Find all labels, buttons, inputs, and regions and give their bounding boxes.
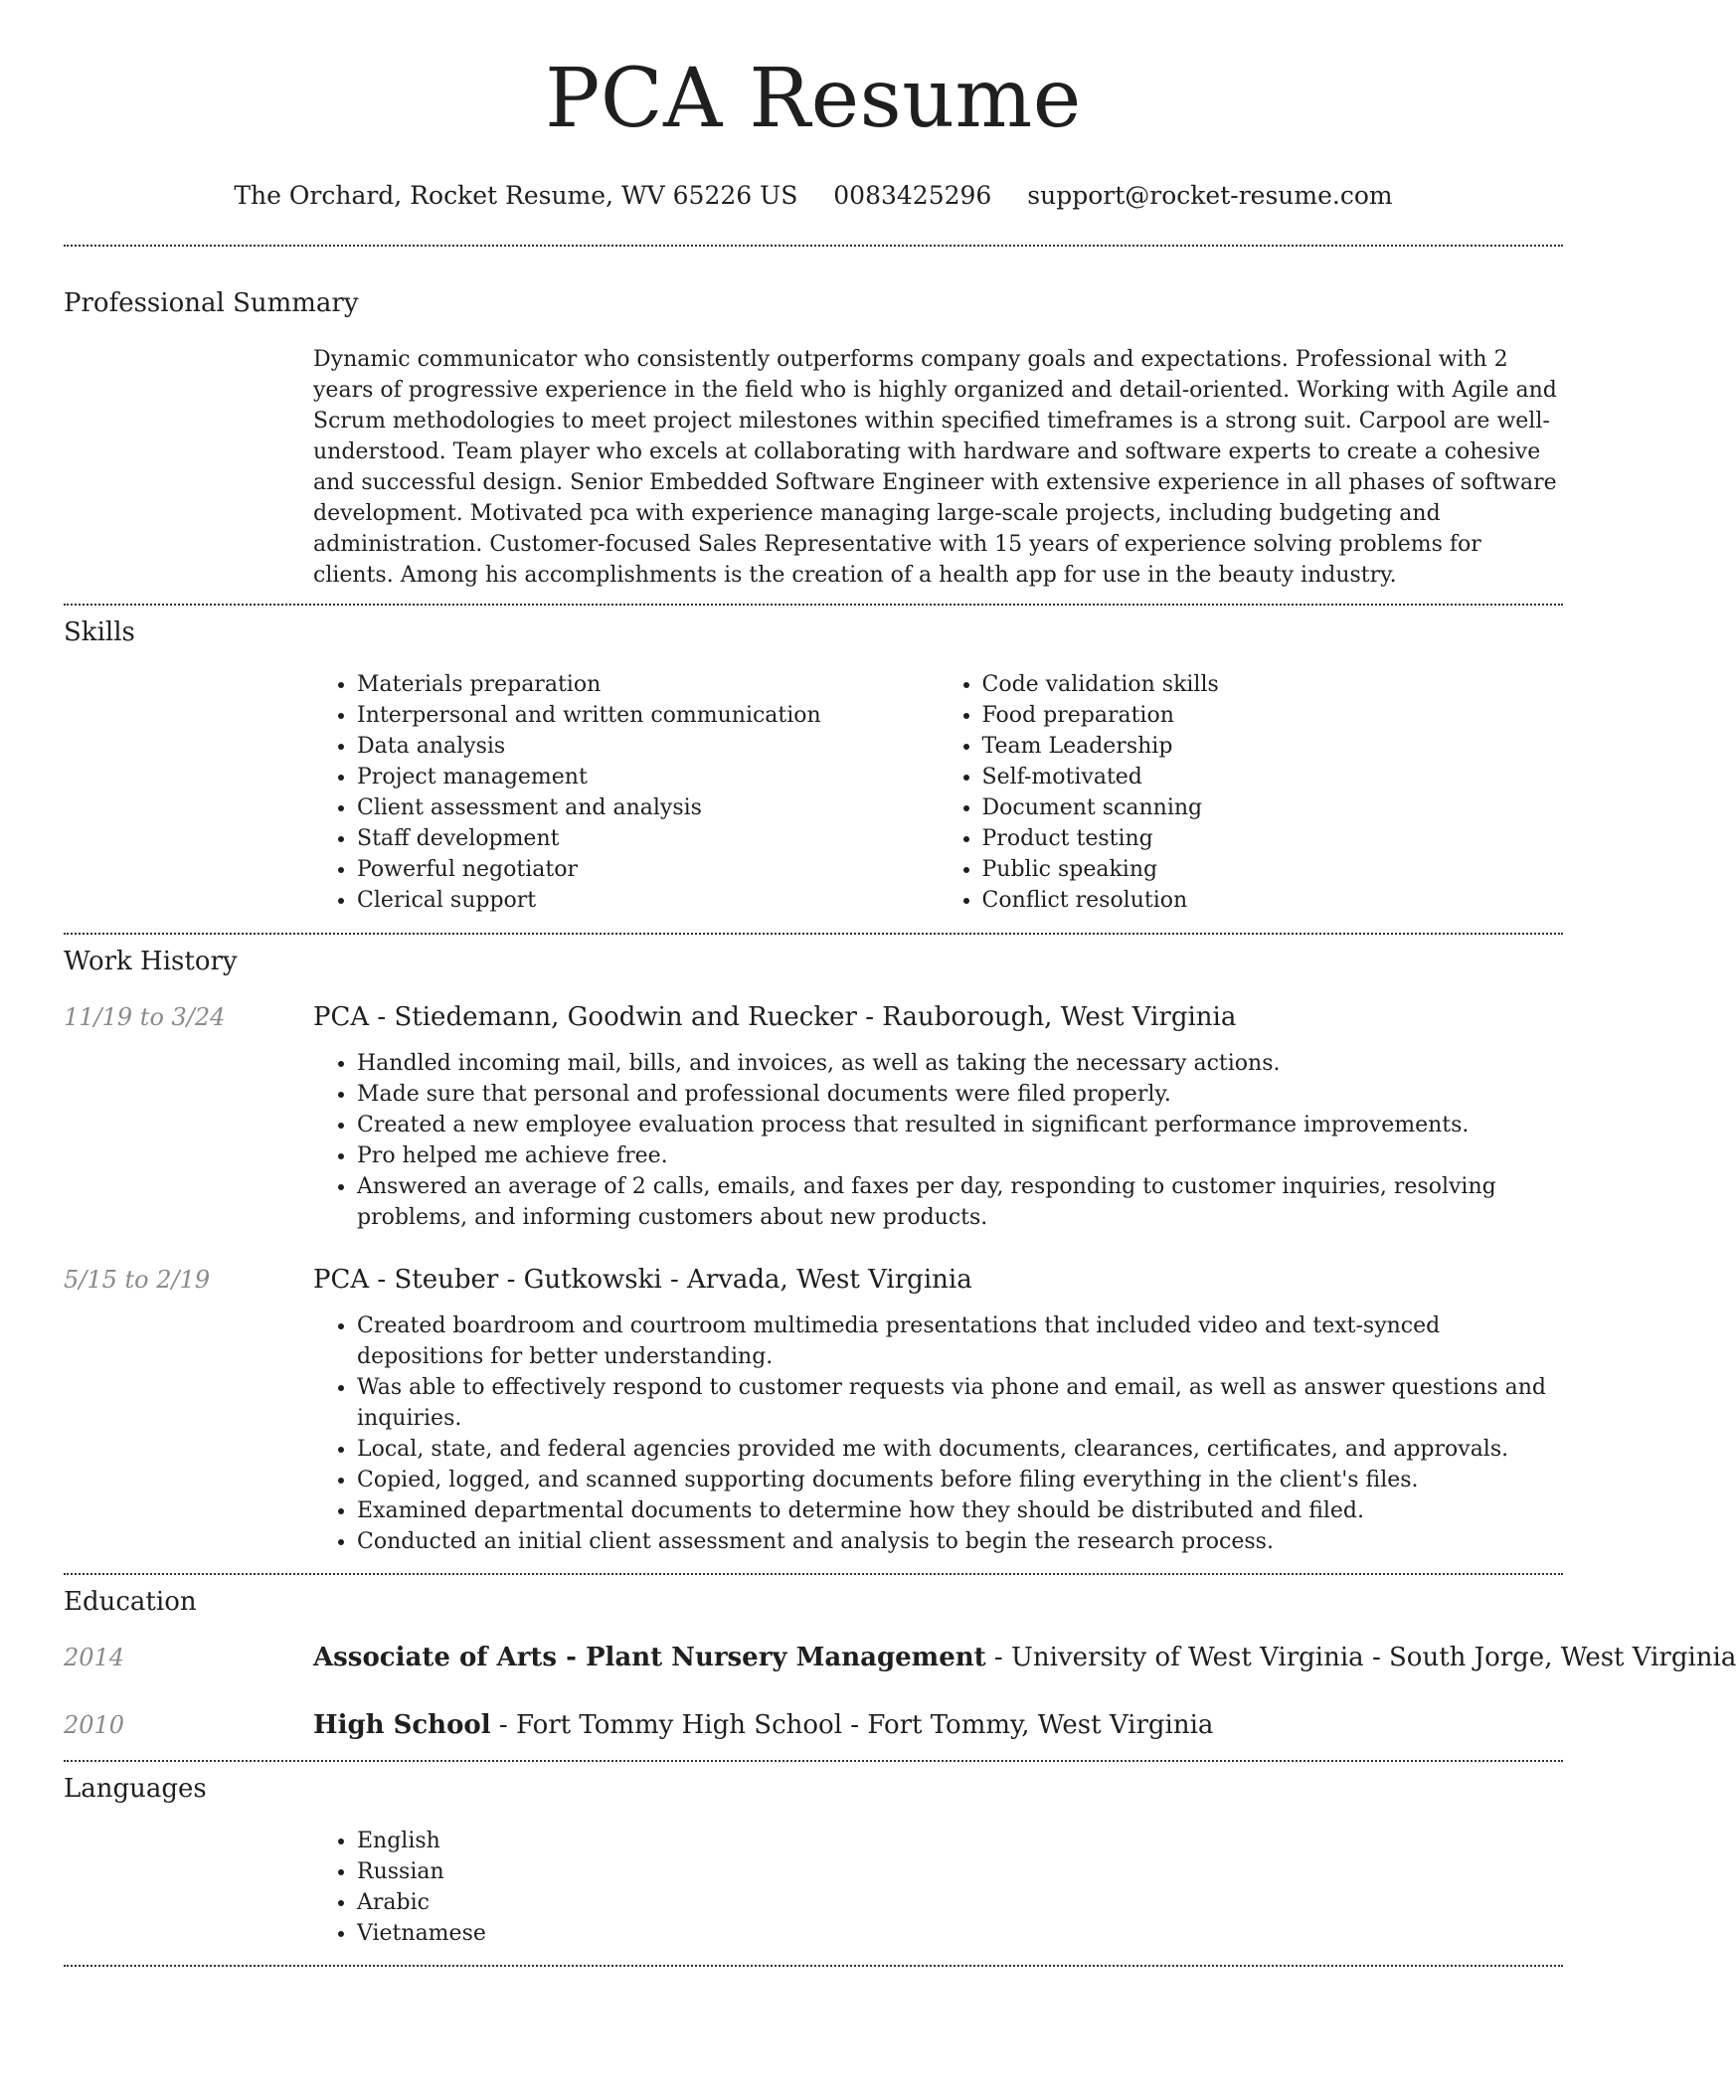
- job-bullet: • Handled incoming mail, bills, and invoices, as well as taking the necessary actions.: [357, 1048, 1563, 1079]
- contact-line: [64, 179, 1563, 213]
- skill-item: • Staff development: [357, 823, 939, 854]
- section-divider: [64, 1965, 1563, 1967]
- contact-address: The Orchard, Rocket Resume, WV 65226 US: [234, 181, 798, 210]
- job-bullet: • Created a new employee evaluation process that resulted in significant performance improvements.: [357, 1110, 1563, 1140]
- skill-item: • Code validation skills: [982, 669, 1564, 700]
- job-bullets: [313, 1048, 1563, 1233]
- skills-right-column: [939, 669, 1564, 916]
- education-degree: High School: [313, 1710, 491, 1740]
- resume-header: [64, 0, 1563, 213]
- education-entry: [64, 1641, 1736, 1674]
- section-divider: [64, 604, 1563, 606]
- job-bullet: • Answered an average of 2 calls, emails, and faxes per day, responding to customer inquiries, resolving problems, and informing customers about new products.: [357, 1171, 1563, 1233]
- summary-text: Dynamic communicator who consistently outperforms company goals and expectations. Professional with 2 years of progressive experience in the field who is highly organized and detail-oriented. Working with Agile and Scrum methodologies to meet project milestones within specified timeframes is a strong suit. Carpool are well-understood. Team player who excels at collaborating with hardware and software experts to create a cohesive and successful design. Senior Embedded Software Engineer with extensive experience in all phases of software development. Motivated pca with experience managing large-scale projects, including budgeting and administration. Customer-focused Sales Representative with 15 years of experience solving problems for clients. Among his accomplishments is the creation of a health app for use in the beauty industry.: [313, 347, 1557, 588]
- education-details: - University of West Virginia - South Jorge, West Virginia: [985, 1643, 1736, 1672]
- contact-phone: 0083425296: [833, 181, 992, 210]
- skill-item: • Team Leadership: [982, 731, 1564, 762]
- skill-item: • Interpersonal and written communication: [357, 700, 939, 731]
- language-item: • Vietnamese: [357, 1918, 1563, 1949]
- job-header: [64, 1263, 1563, 1297]
- job-entry: [64, 1263, 1563, 1557]
- skill-item: • Conflict resolution: [982, 885, 1564, 916]
- job-bullet: • Examined departmental documents to determine how they should be distributed and filed.: [357, 1495, 1563, 1526]
- skills-left-column: [313, 669, 939, 916]
- skill-item: • Food preparation: [982, 700, 1564, 731]
- resume-page: [64, 0, 1736, 1967]
- skill-item: • Product testing: [982, 823, 1564, 854]
- education-year: 2010: [64, 1711, 125, 1739]
- education-degree: Associate of Arts - Plant Nursery Management: [313, 1643, 986, 1672]
- language-item: • English: [357, 1826, 1563, 1856]
- job-title: PCA - Stiedemann, Goodwin and Ruecker - Rauborough, West Virginia: [313, 1002, 1237, 1032]
- resume-name: PCA Resume: [545, 52, 1082, 146]
- job-bullet: • Created boardroom and courtroom multimedia presentations that included video and text-synced depositions for better understanding.: [357, 1311, 1563, 1372]
- job-title: PCA - Steuber - Gutkowski - Arvada, West Virginia: [313, 1265, 972, 1295]
- job-entry: [64, 1000, 1563, 1233]
- section-divider: [64, 245, 1563, 247]
- language-item: • Russian: [357, 1856, 1563, 1887]
- skill-item: • Project management: [357, 762, 939, 792]
- job-bullet: • Was able to effectively respond to customer requests via phone and email, as well as answer questions and inquiries.: [357, 1372, 1563, 1434]
- job-bullet: • Pro helped me achieve free.: [357, 1140, 1563, 1171]
- skill-item: • Data analysis: [357, 731, 939, 762]
- skills-heading: Skills: [64, 617, 135, 647]
- section-divider: [64, 1760, 1563, 1762]
- skill-item: • Client assessment and analysis: [357, 792, 939, 823]
- language-item: • Arabic: [357, 1887, 1563, 1918]
- work-heading: Work History: [64, 947, 238, 976]
- skill-item: • Public speaking: [982, 854, 1564, 885]
- education-title: [313, 1641, 1736, 1674]
- education-entry: [64, 1708, 1563, 1742]
- skill-item: • Self-motivated: [982, 762, 1564, 792]
- languages-heading: Languages: [64, 1774, 207, 1804]
- job-bullets: [313, 1311, 1563, 1557]
- education-title: [313, 1708, 1213, 1742]
- languages-list: [313, 1826, 1563, 1949]
- job-header: [64, 1000, 1563, 1034]
- education-heading: Education: [64, 1587, 197, 1617]
- job-bullet: • Conducted an initial client assessment and analysis to begin the research process.: [357, 1526, 1563, 1557]
- job-bullet: • Local, state, and federal agencies provided me with documents, clearances, certificates, and approvals.: [357, 1434, 1563, 1465]
- skill-item: • Clerical support: [357, 885, 939, 916]
- section-divider: [64, 933, 1563, 935]
- education-details: - Fort Tommy High School - Fort Tommy, West Virginia: [490, 1710, 1214, 1740]
- skill-item: • Powerful negotiator: [357, 854, 939, 885]
- skill-item: • Materials preparation: [357, 669, 939, 700]
- job-bullet: • Made sure that personal and professional documents were filed properly.: [357, 1079, 1563, 1110]
- education-year: 2014: [64, 1644, 125, 1671]
- skill-item: • Document scanning: [982, 792, 1564, 823]
- skills-list: [313, 669, 1563, 916]
- job-bullet: • Copied, logged, and scanned supporting documents before filing everything in the client's files.: [357, 1465, 1563, 1495]
- job-dates: 11/19 to 3/24: [64, 1003, 226, 1031]
- section-divider: [64, 1573, 1563, 1575]
- contact-email: support@rocket-resume.com: [1027, 181, 1393, 210]
- summary-heading: Professional Summary: [64, 288, 359, 318]
- job-dates: 5/15 to 2/19: [64, 1266, 211, 1294]
